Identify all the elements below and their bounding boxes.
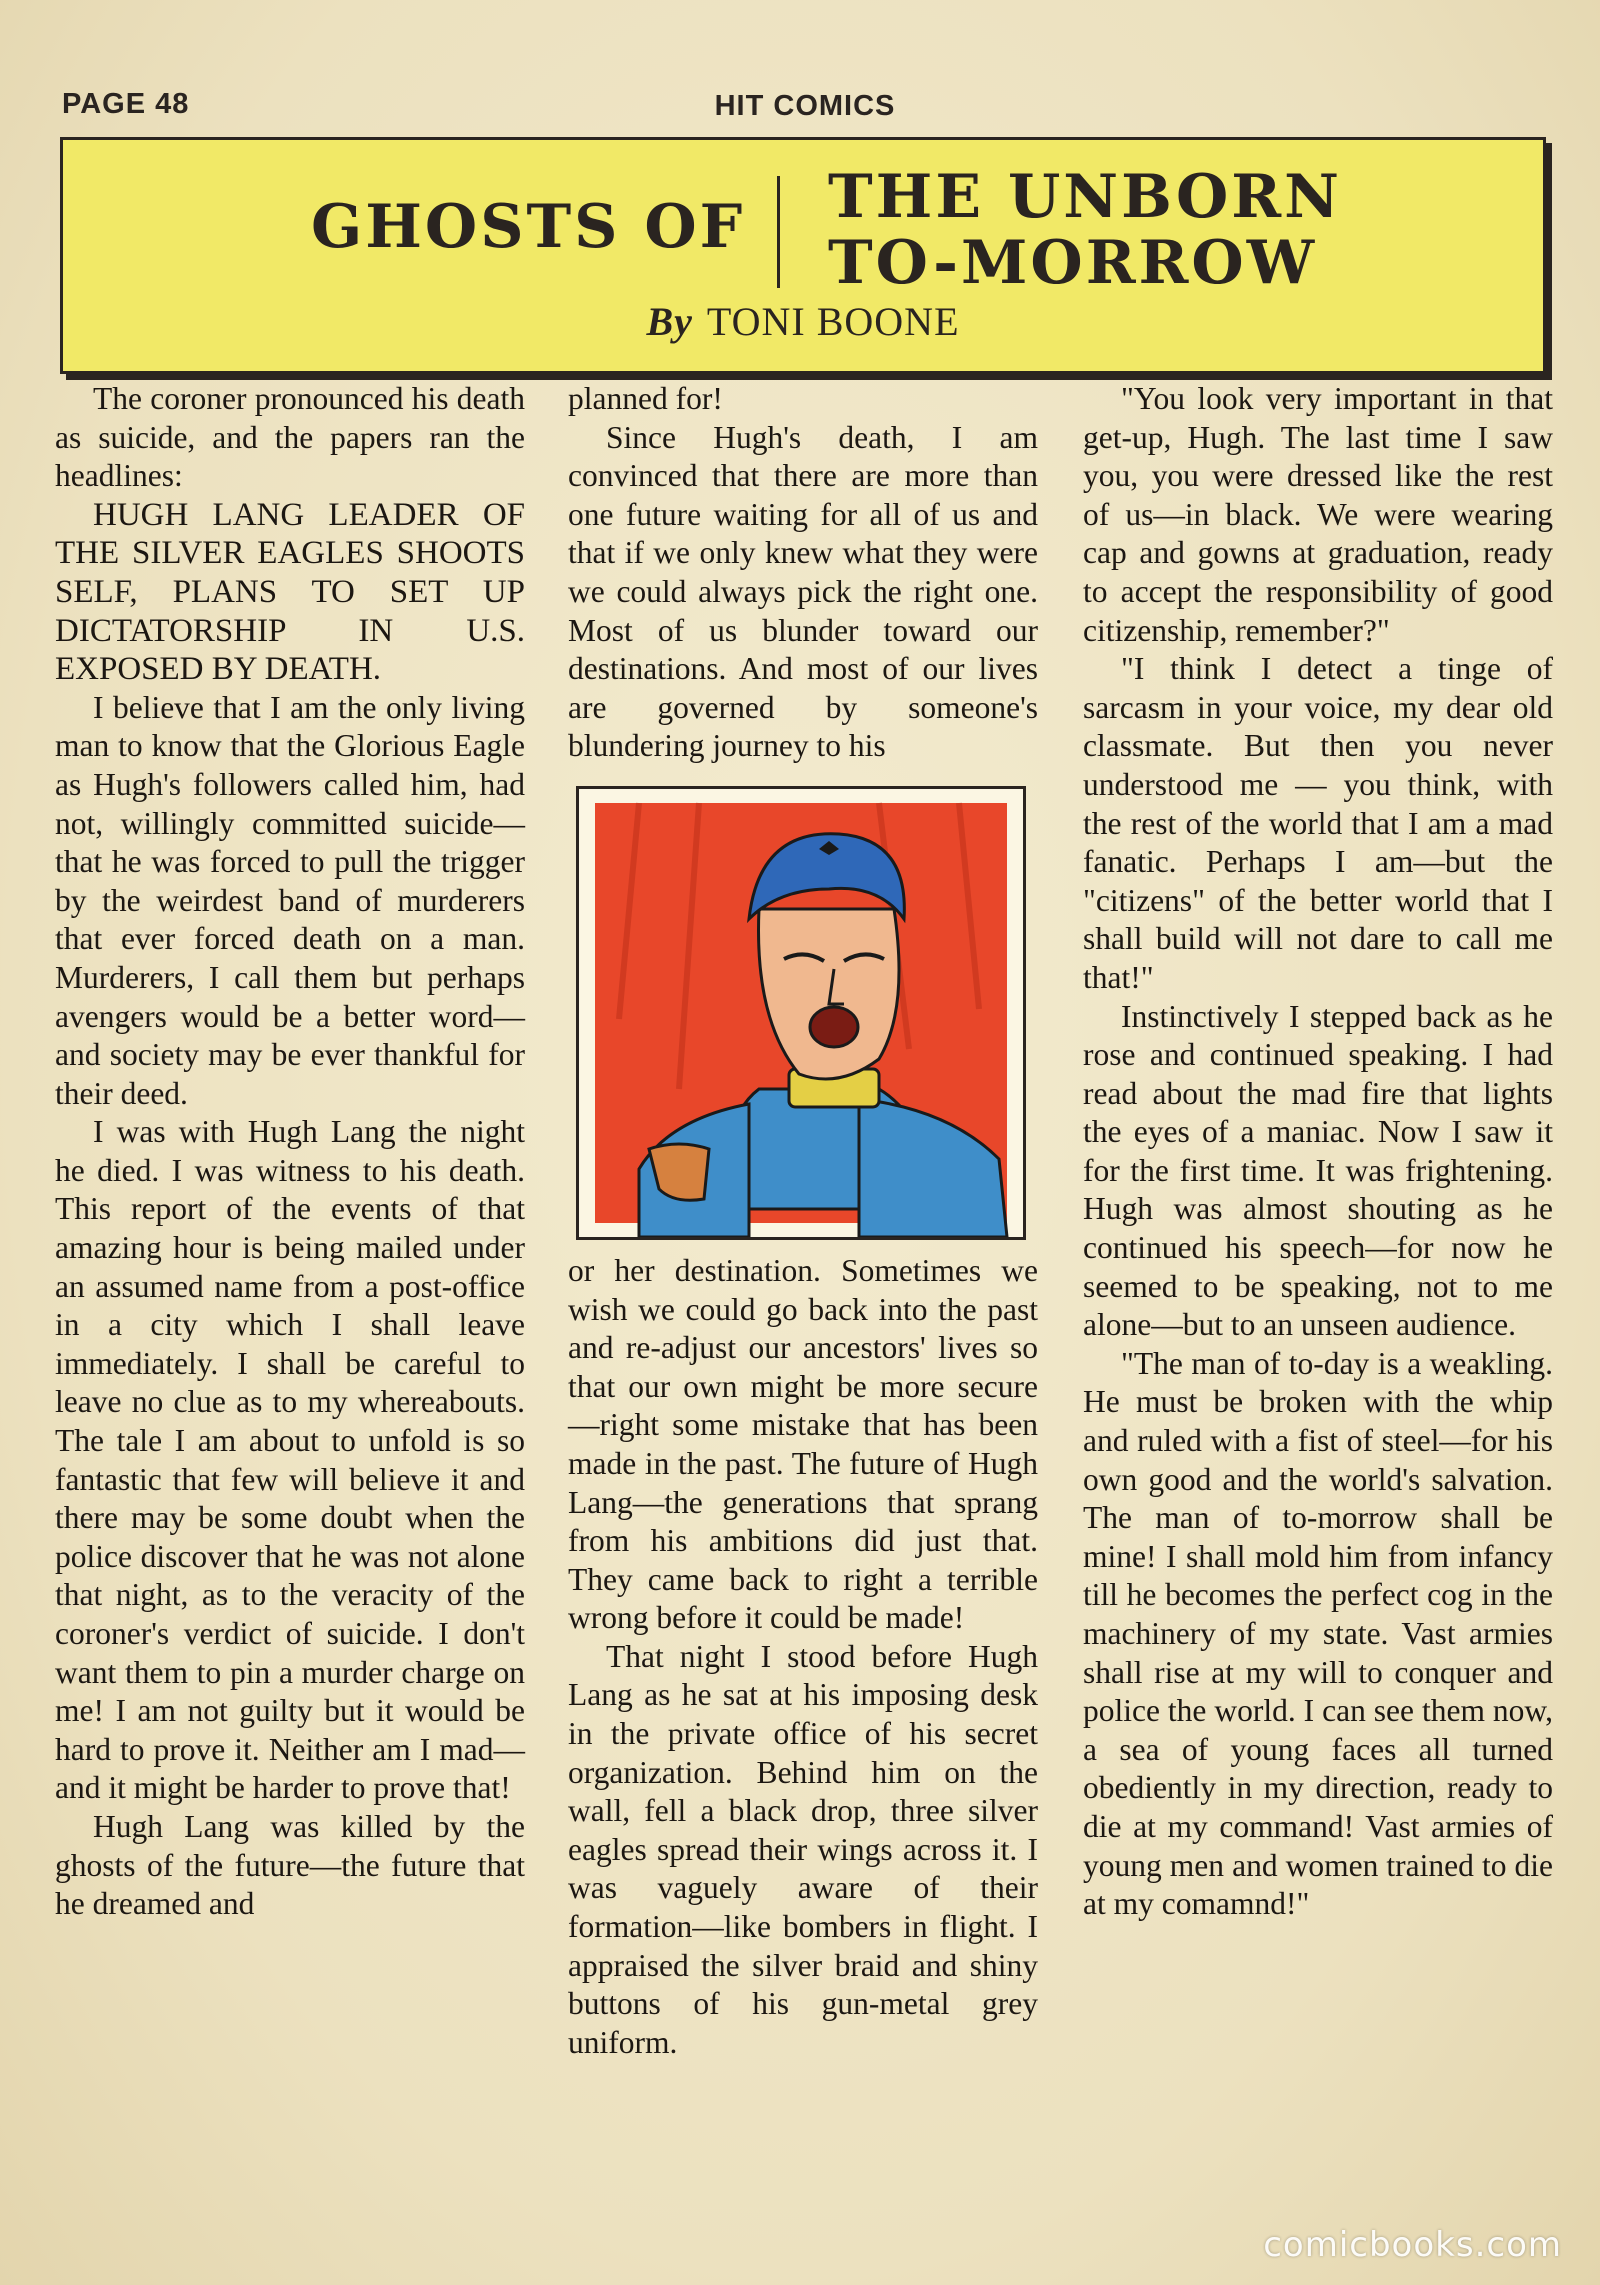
paragraph: "The man of to-day is a weakling. He must be broken with the whip and ruled with a fist of steel—for his own good and the world's salvation. The man of to-morrow shall be mine! I shall mold him from infancy till he becomes the perfect cog in the machinery of my state. Vast armies shall rise at my will to conquer and police the world. I can see them now, a sea of young faces all turned obediently in my direction, ready to die at my command! Vast armies of young men and women trained to die at my comamnd!" xyxy=(1083,1345,1553,1922)
text-column-2 xyxy=(568,380,1038,2062)
paragraph: I believe that I am the only living man to know that the Glorious Eagle as Hugh's followers called him, had not, willingly committed suicide—that he was forced to pull the trigger by the weirdest band of murderers that ever forced death on a man. Murderers, I call them but perhaps avengers would be a better word—and society may be ever thankful for their deed. xyxy=(55,689,525,1111)
byline-author: TONI BOONE xyxy=(706,299,960,344)
title-right-line2: TO-MORROW xyxy=(828,228,1318,298)
byline-by: By xyxy=(646,299,693,344)
text-column-1 xyxy=(55,380,525,1924)
title-left: GHOSTS OF xyxy=(311,192,746,262)
page-header xyxy=(60,88,1550,128)
magazine-title: HIT COMICS xyxy=(714,90,896,122)
paragraph: Instinctively I stepped back as he rose and continued speaking. I had read about the mad fire that lights the eyes of a maniac. Now I saw it for the first time. It was frightening. Hugh was almost shouting as he continued his speech—for now he seemed to be speaking, not to me alone—but to an unseen audience. xyxy=(1083,998,1553,1343)
text-column-3 xyxy=(1083,380,1553,1924)
watermark: comicbooks.com xyxy=(1263,2225,1562,2265)
paragraph: That night I stood before Hugh Lang as he sat at his imposing desk in the private office of his secret organization. Behind him on the wall, fell a black drop, three silver eagles spread their wings across it. I was vaguely aware of their formation—like bombers in flight. I appraised the silver braid and shiny buttons of his gun-metal grey uniform. xyxy=(568,1638,1038,2060)
paragraph: planned for! xyxy=(568,381,723,416)
page-number: PAGE 48 xyxy=(62,88,190,120)
paragraph: "I think I detect a tinge of sarcasm in your voice, my dear old classmate. But then you never understood me — you think, with the rest of the world that I am a mad fanatic. Perhaps I am—but the "citizens" of the better world that I shall build will not dare to call me that!" xyxy=(1083,651,1553,995)
paragraph: or her destination. Sometimes we wish we could go back into the past and re-adjust our ancestors' lives so that our own might be more secure—right some mistake that has been made in the past. The future of Hugh Lang—the generations that sprang from his ambitions did just that. They came back to right a terrible wrong before it could be made! xyxy=(568,1252,1038,1636)
byline xyxy=(63,298,1543,345)
title-divider xyxy=(777,176,780,288)
title-right-line1: THE UNBORN xyxy=(828,162,1342,232)
headline-quote: HUGH LANG LEADER OF THE SILVER EAGLES SHOOTS SELF, PLANS TO SET UP DICTATORSHIP IN U.S. EXPOSED BY DEATH. xyxy=(55,496,525,688)
paragraph: Hugh Lang was killed by the ghosts of the future—the future that he dreamed and xyxy=(55,1808,525,1922)
paragraph: "You look very important in that get-up, Hugh. The last time I saw you, you were dressed like the rest of us—in black. We were wearing cap and gowns at graduation, ready to accept the responsibility of good citizenship, remember?" xyxy=(1083,381,1553,648)
paragraph: The coroner pronounced his death as suicide, and the papers ran the headlines: xyxy=(55,381,525,494)
title-banner xyxy=(60,137,1546,374)
paragraph: I was with Hugh Lang the night he died. I was witness to his death. This report of the events of that amazing hour is being mailed under an assumed name from a post-office in a city which I shall leave immediately. I shall be careful to leave no clue as to my whereabouts. The tale I am about to unfold is so fantastic that few will believe it and there may be some doubt when the police discover that he was not alone that night, as to the veracity of the coroner's verdict of suicide. I don't want them to pin a murder charge on me! I am not guilty but it would be hard to prove it. Neither am I mad—and it might be harder to prove that! xyxy=(55,1114,525,1806)
illustration-panel xyxy=(576,786,1026,1240)
paragraph: Since Hugh's death, I am convinced that there are more than one future waiting for all of us and that if we only knew what they were we could always pick the right one. Most of us blunder toward our destinations. And most of our lives are governed by someone's blundering journey to his xyxy=(568,419,1038,764)
portrait-illustration xyxy=(579,789,1023,1237)
